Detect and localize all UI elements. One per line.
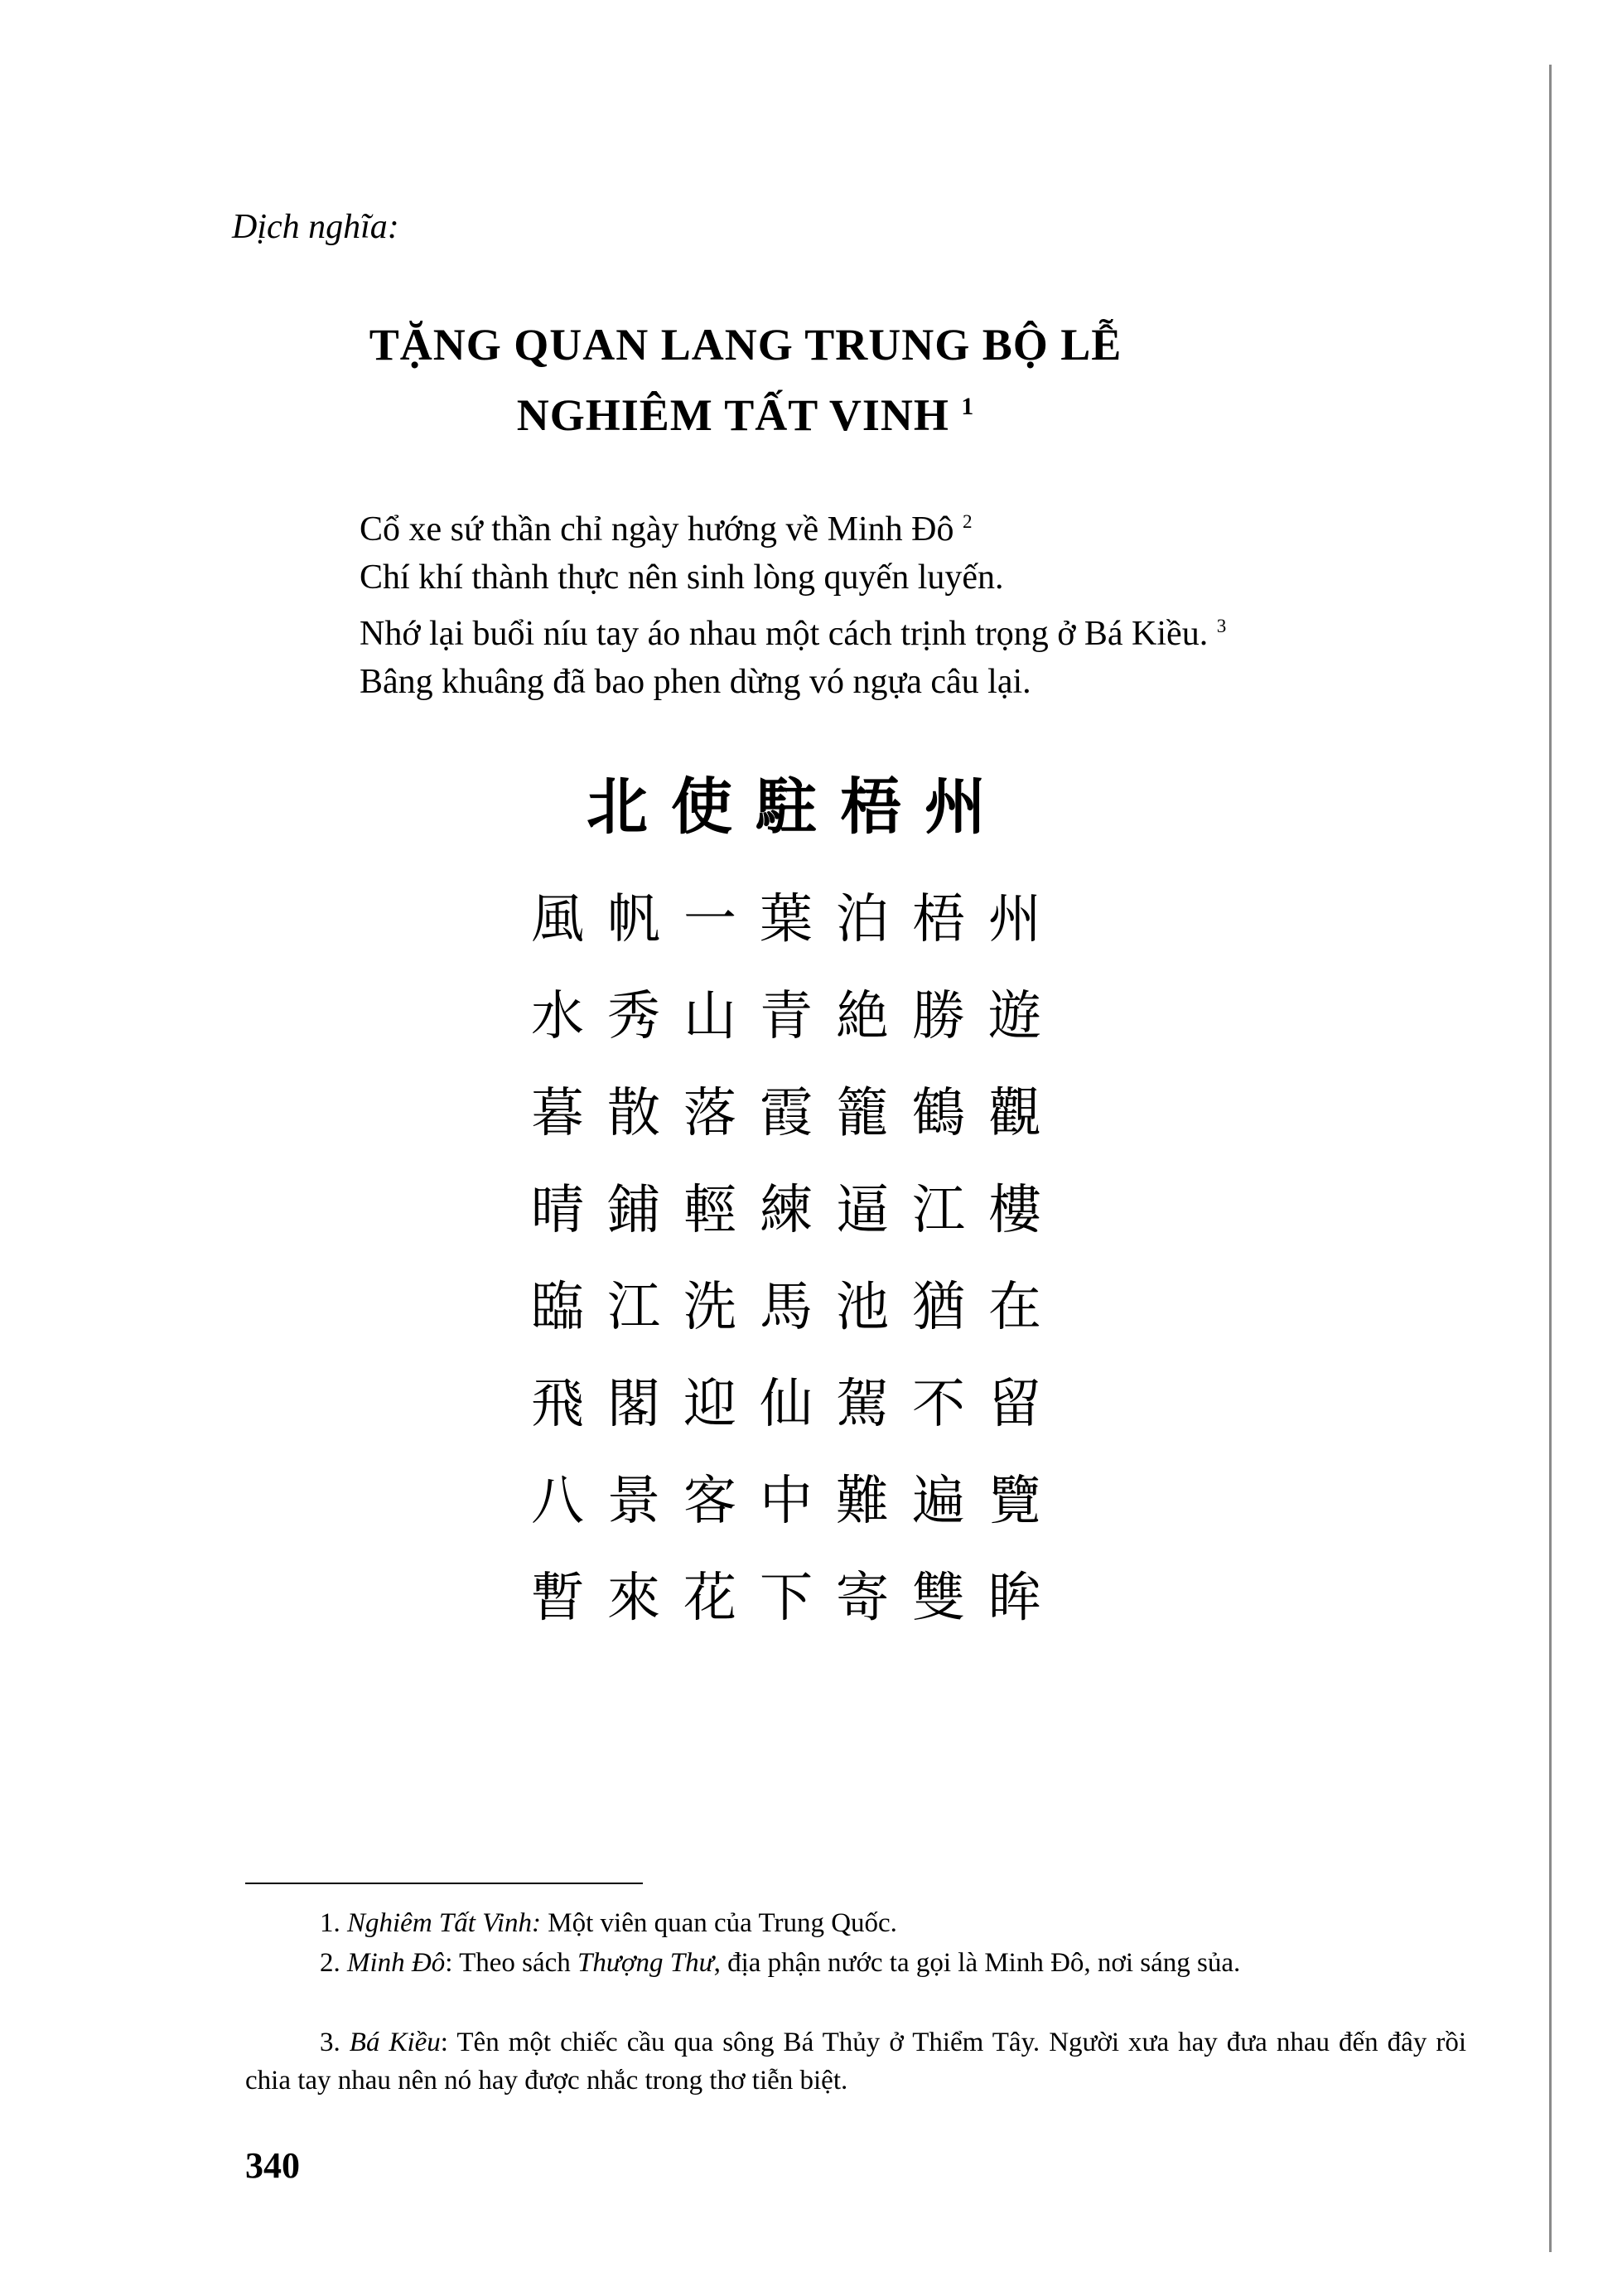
poem-line: Cổ xe sứ thần chỉ ngày hướng về Minh Đô $^2$ [360, 510, 973, 549]
translation-label: Dịch nghĩa: [232, 208, 399, 246]
footnote: 1. Nghiêm Tất Vinh: Một viên quan của Trung Quốc. [320, 1908, 897, 1938]
translation-poem [360, 497, 1226, 706]
poem-line: Chí khí thành thực nên sinh lòng quyến luyến. [360, 558, 1004, 597]
poem-title-line2-text: NGHIÊM TẤT VINH [516, 390, 949, 440]
footnote-ref: 1 [961, 394, 975, 420]
han-poem-line: 八景客中難遍覽 [531, 1471, 1065, 1532]
poem-line: Nhớ lại buổi níu tay áo nhau một cách trịnh trọng ở Bá Kiều. $^3$ [360, 615, 1227, 653]
han-poem-title: 北使駐梧州 [587, 771, 1009, 843]
footnote-ref: 3 [1216, 615, 1227, 636]
footnote: 3. Bá Kiều: Tên một chiếc cầu qua sông Bá Thủy ở Thiểm Tây. Người xưa hay đưa nhau đến đây rồi chia tay nhau nên nó hay được nhắc trong thơ tiễn biệt. [245, 2028, 1467, 2095]
page-edge-line [1549, 65, 1552, 2252]
han-poem-line: 風帆一葉泊梧州 [531, 889, 1065, 950]
footnote-ref: 2 [963, 510, 973, 532]
poem-title-line1: TẶNG QUAN LANG TRUNG BỘ LỄ [369, 320, 1122, 370]
footnote: 2. Minh Đô: Theo sách Thượng Thư, địa phận nước ta gọi là Minh Đô, nơi sáng sủa. [320, 1948, 1241, 1978]
han-poem-line: 水秀山青絶勝遊 [531, 986, 1065, 1047]
poem-title-line2 [207, 389, 1284, 441]
han-poem-line: 飛閣迎仙駕不留 [531, 1374, 1065, 1435]
page-number: 340 [245, 2145, 300, 2186]
han-poem-line: 暫來花下寄雙眸 [531, 1568, 1065, 1629]
han-poem-line: 晴鋪輕練逼江樓 [531, 1180, 1065, 1241]
footnote-separator [245, 1883, 643, 1884]
poem-line: Bâng khuâng đã bao phen dừng vó ngựa câu lại. [360, 663, 1031, 701]
han-poem-line: 臨江洗馬池猶在 [531, 1277, 1065, 1338]
han-poem-line: 暮散落霞籠鶴觀 [531, 1083, 1065, 1144]
